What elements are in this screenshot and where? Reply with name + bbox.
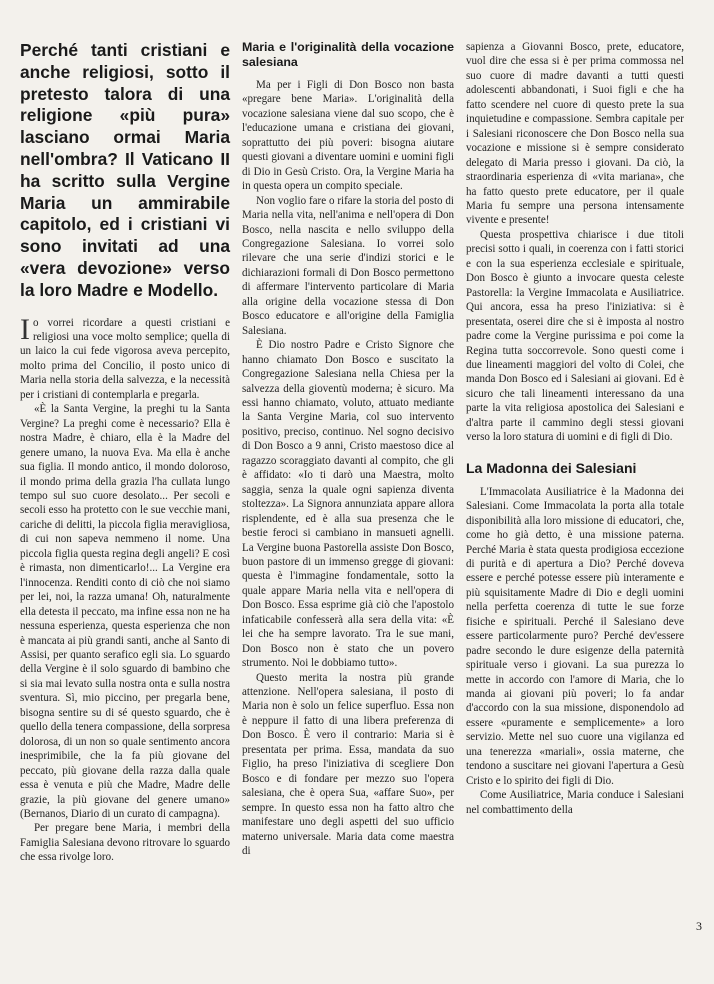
left-paragraph-1: [20, 312, 230, 403]
drop-cap: I: [20, 312, 30, 346]
left-column: [20, 40, 230, 865]
page-number: 3: [696, 919, 702, 933]
mid-paragraph-4: Questo merita la nostra più grande attenzione. Nell'opera salesiana, il posto di Maria non è solo un felice superfluo. Essa non è neppure il fatto di una libera preferenza di Don Bosco. È vero il contrario: Maria si è presentata per prima. Essa, mandata da suo Figlio, ha preso l'iniziativa di scegliere Don Bosco e di fondare per mezzo suo l'opera salesiana, che è opera Sua, «affare Suo», per sempre. In questo essa non ha fatto altro che manifestare uno degli aspetti del suo ufficio materno universale. Maria data come maestra di: [242, 671, 454, 858]
left-paragraph-1-text: o vorrei ricordare a questi cristiani e religiosi una voce molto semplice; quella di un laico la cui fede vigorosa aveva percepito, molto prima del Concilio, il posto unico di Maria nella storia della salvezza, e la necessità per i cristiani di contemplarla e pregarla.: [20, 316, 230, 401]
section-title-originality: Maria e l'originalità della vocazione salesiana: [242, 40, 454, 69]
intro-heading: Perché tanti cristiani e anche religiosi, sotto il pretesto talora di una religione «più pura» lasciano ormai Maria nell'ombra? Il Vaticano II ha scritto sulla Vergine Maria un ammirabile capitolo, ed i cristiani vi sono invitati ad una «vera devozione» verso la loro Madre e Modello.: [20, 40, 230, 300]
mid-paragraph-3: È Dio nostro Padre e Cristo Signore che hanno chiamato Don Bosco e suscitato la Congregazione Salesiana nella Chiesa per la salvezza della gioventù moderna; è sicuro. Ma essi hanno chiamato, voluto, attuato mediante la Santa Vergine Maria, col suo intervento positivo, preciso, continuo. Nel sogno decisivo di Don Bosco a 9 anni, Cristo maestoso dice al ragazzo scoraggiato davanti al compito, che gli è affidato: «Io ti darò una Maestra, molto saggia, senza la quale ogni sapienza diventa stoltezza». La Signora annunziata appare allora risplendente, ed è alla sua presenza che le bestie feroci si cambiano in mansueti agnelli. La Vergine buona Pastorella assiste Don Bosco, buon pastore di un immenso gregge di giovani: questa è l'immagine fondamentale, sotto la quale appare Maria nella vita e nell'opera di Don Bosco. Essa esprime già ciò che l'apostolo infaticabile confesserà alla sera della vita: «È lei che ha sempre lavorato. Tra le sue mani, Don Bosco non è stato che un povero strumento. Noi le dobbiamo tutto».: [242, 339, 454, 670]
left-paragraph-2: «È la Santa Vergine, la preghi tu la Santa Vergine? La preghi come è necessario? Ella è nostra Madre, è chiaro, ella è la Madre del genere umano, la nuova Eva. Ma ella è anche sua figlia. Il mondo antico, il mondo doloroso, il mondo prima della grazia l'ha cullata lungo tempo sul suo cuore desolato... Per secoli e secoli esso ha protetto con le sue vecchie mani, cariche di delitti, la piccola figlia meravigliosa, di cui non sapeva nemmeno il nome. Una piccola figlia questa regina degli angeli? E così è rimasta, non dimenticarlo!... La Vergine era l'innocenza. Renditi conto di ciò che noi siamo per lei, noi, la razza umana! Oh, naturalmente ella detesta il peccato, ma infine essa non ne ha nessuna esperienza, questa esperienza che non è mancata ai più grandi santi, anche al Santo di Assisi, per quanto serafico egli sia. Lo sguardo della Vergine è il solo sguardo di bambino che si sia mai levato sulla nostra onta e sulla nostra sventura. Sì, mio piccino, per pregarla bene, bisogna sentire su di sé questo sguardo, che è quello della tenera compassione, della sorpresa dolorosa, di un non so quale sentimento ancora inesprimibile, che la fa più giovane del peccato, più giovane della razza dalla quale essa è venuta e più che Madre, Madre delle grazie, la più giovane del genere umano» (Bernanos, Diario di un curato di campagna).: [20, 403, 230, 820]
left-paragraph-3: Per pregare bene Maria, i membri della Famiglia Salesiana devono ritrovare lo sguardo che essa rivolge loro.: [20, 822, 230, 864]
right-column: [466, 40, 684, 817]
right-paragraph-3: L'Immacolata Ausiliatrice è la Madonna dei Salesiani. Come Immacolata la porta alla totale disponibilità alla loro missione di educatori, che, come ho già detto, è una missione paterna. Perché Maria è stata questa prodigiosa eccezione di purità e di apertura a Dio? Perché doveva essere e perché potesse essere più interamente e più squisitamente Madre di Dio e degli uomini nella perfetta coerenza di tutte le sue forze fisiche e spirituali. Perché il Salesiano deve essere particolarmente puro? Perché dev'essere padre secondo le dure esigenze della paternità spirituale verso i giovani. La sua purezza lo mette in accordo con l'amore di Maria, che lo manda ai giovani più poveri; lo fa andar d'accordo con la sua missione, disponendolo ad essere «puramente e semplicemente» a loro servizio. Mette nel suo cuore una vigilanza ed una tenerezza «mariali», ossia materne, che tendono a suscitare nei giovani l'apertura a Gesù Cristo e lo spirito dei figli di Dio.: [466, 485, 684, 787]
middle-column: [242, 40, 454, 858]
mid-paragraph-2: Non voglio fare o rifare la storia del posto di Maria nella vita, nell'anima e nell'opera di Don Bosco, nella nascita e nello sviluppo della Congregazione Salesiana. Io vorrei solo rilevare che una serie d'indizi storici e le dichiarazioni formali di Don Bosco permettono di affermare l'intervento particolare di Maria alla origine della vocazione stessa di Don Bosco educatore e all'origine della Famiglia Salesiana.: [242, 194, 454, 337]
right-paragraph-2: Questa prospettiva chiarisce i due titoli precisi sotto i quali, in coerenza con i fatti storici e con la sua esperienza ecclesiale e spirituale, Don Bosco è giunto a invocare questa celeste Pastorella: la Vergine Immacolata e Ausiliatrice. Qui ancora, essa ha preso l'iniziativa: si è presentata, oserei dire che si è imposta al nostro padre come la Vergine purissima e poi come la Regina tutta soccorrevole. Sono questi come i due lineamenti maggiori del volto di Colei, che manda Don Bosco ed i Salesiani ai giovani. Ed è sicuro che tali lineamenti interessano da una parte la vita religiosa apostolica dei Salesiani e d'altra parte il cammino degli stessi giovani verso la loro statura di uomini e di figli di Dio.: [466, 228, 684, 444]
right-paragraph-4: Come Ausiliatrice, Maria conduce i Salesiani nel combattimento della: [466, 789, 684, 816]
section-title-madonna: La Madonna dei Salesiani: [466, 459, 637, 476]
right-paragraph-1: sapienza a Giovanni Bosco, prete, educatore, vuol dire che essa si è per prima commossa nel suo cuore di madre davanti a tutti questi adolescenti abbandonati, i Suoi figli e che ha fatto scendere nel cuore di questo prete la sua inquietudine e compassione. Sembra capitale per i Salesiani riconoscere che Don Bosco nella sua vocazione e missione si è sempre considerato delegato di Maria presso i giovani. Da ciò, la straordinaria esperienza di «vita mariana», che ha fatto questo prete educatore, per il quale Maria fu sempre una persona intensamente vivente e presente!: [466, 41, 684, 227]
mid-paragraph-1: Ma per i Figli di Don Bosco non basta «pregare bene Maria». L'originalità della vocazione salesiana viene dal suo scopo, che è l'educazione umana e cristiana dei giovani, soprattutto dei più poveri: bisogna aiutare questi giovani a diventare uomini e uomini figli di Dio in Gesù Cristo. Ora, la Vergine Maria ha in questa opera un compito speciale.: [242, 79, 454, 193]
